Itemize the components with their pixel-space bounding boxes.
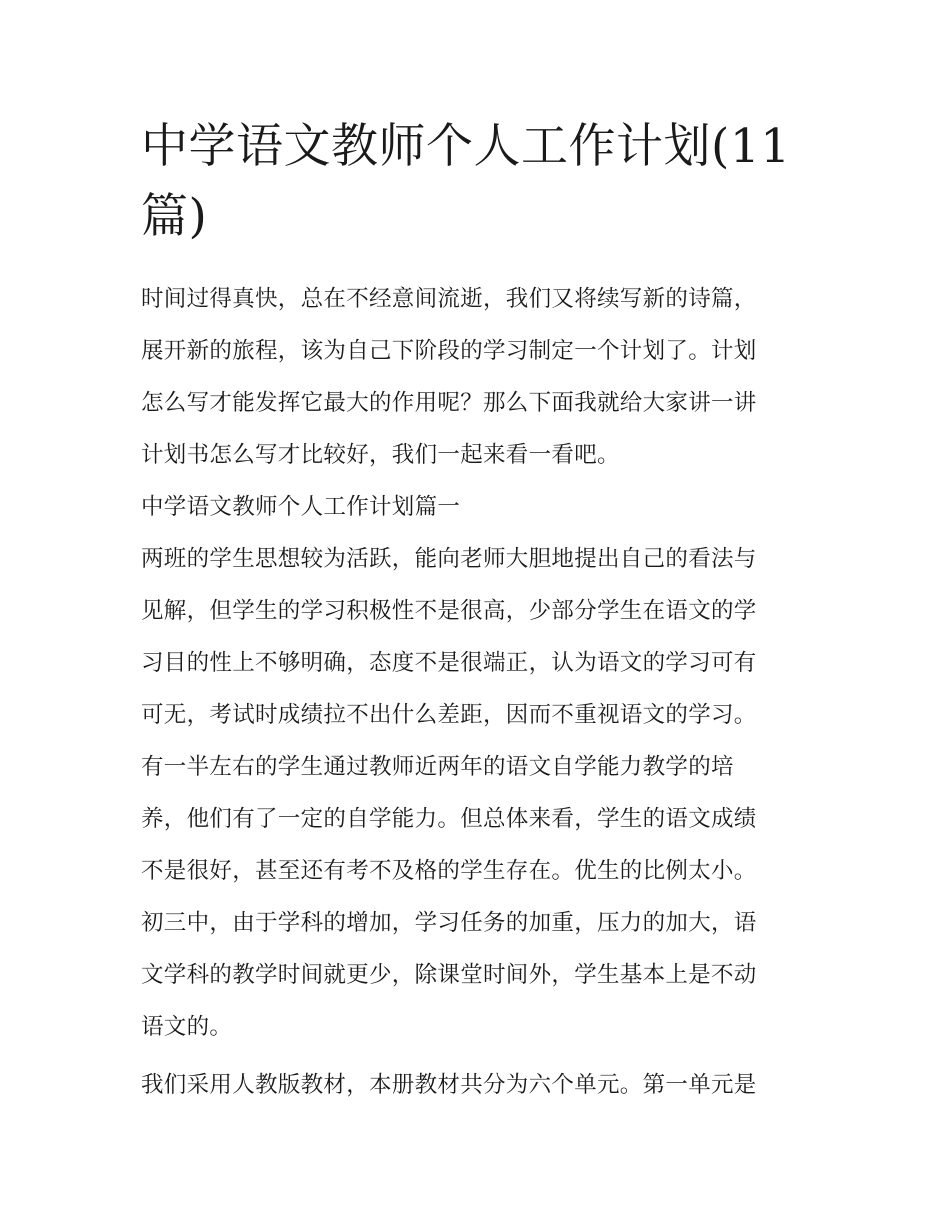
section-heading — [141, 481, 813, 533]
paragraph-class-analysis — [141, 533, 813, 1053]
document-body — [141, 273, 813, 1111]
document-title-line1: 中学语文教师个人工作计划(11 — [141, 119, 791, 174]
text-line: 养，他们有了一定的自学能力。但总体来看，学生的语文成绩 — [141, 806, 757, 832]
text-line: 时间过得真快，总在不经意间流逝，我们又将续写新的诗篇， — [141, 286, 757, 312]
text-line: 怎么写才能发挥它最大的作用呢？那么下面我就给大家讲一讲 — [141, 390, 757, 416]
text-line: 初三中，由于学科的增加，学习任务的加重，压力的加大，语 — [141, 910, 757, 936]
text-line: 语文的。 — [141, 1014, 233, 1040]
text-line: 见解，但学生的学习积极性不是很高，少部分学生在语文的学 — [141, 598, 757, 624]
text-line: 可无，考试时成绩拉不出什么差距，因而不重视语文的学习。 — [141, 702, 757, 728]
text-line: 我们采用人教版教材，本册教材共分为六个单元。第一单元是 — [141, 1072, 757, 1098]
text-line: 习目的性上不够明确，态度不是很端正，认为语文的学习可有 — [141, 650, 757, 676]
text-line: 有一半左右的学生通过教师近两年的语文自学能力教学的培 — [141, 754, 734, 780]
document-title — [141, 112, 813, 252]
document-title-line2: 篇) — [141, 189, 208, 244]
paragraph-textbook — [141, 1059, 813, 1111]
text-line: 不是很好，甚至还有考不及格的学生存在。优生的比例太小。 — [141, 858, 757, 884]
text-line: 展开新的旅程，该为自己下阶段的学习制定一个计划了。计划 — [141, 338, 757, 364]
section-heading-text: 中学语文教师个人工作计划篇一 — [141, 494, 461, 520]
paragraph-intro — [141, 273, 813, 481]
text-line: 文学科的教学时间就更少，除课堂时间外，学生基本上是不动 — [141, 962, 757, 988]
text-line: 两班的学生思想较为活跃，能向老师大胆地提出自己的看法与 — [141, 546, 757, 572]
document-content — [141, 112, 813, 1111]
text-line: 计划书怎么写才比较好，我们一起来看一看吧。 — [141, 442, 620, 468]
